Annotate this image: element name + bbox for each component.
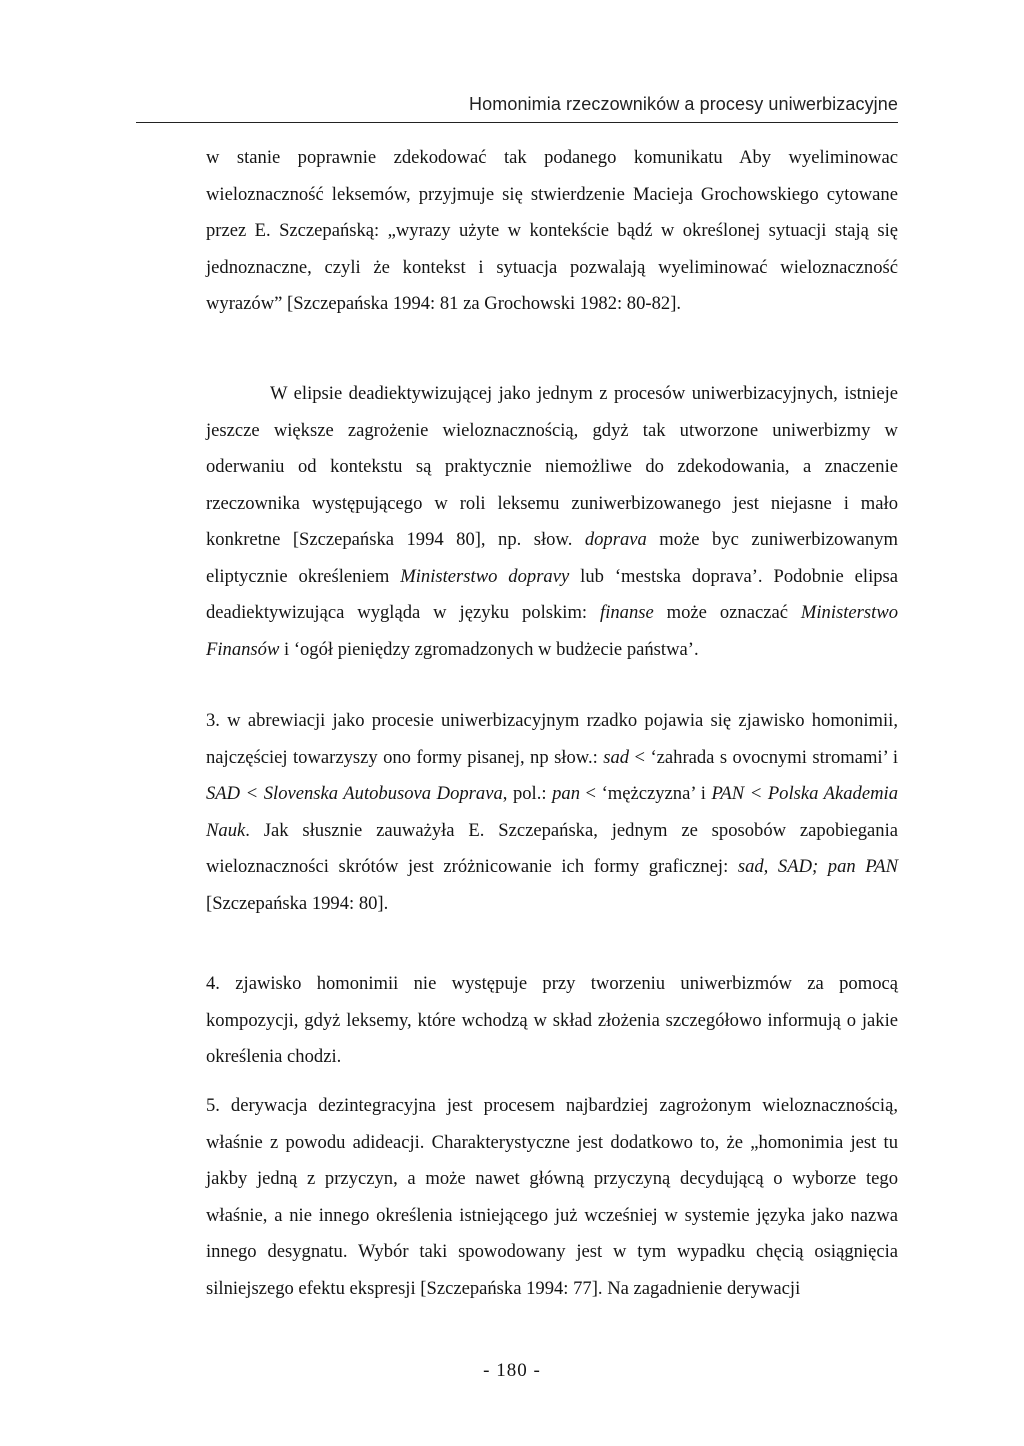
- header-rule: [136, 122, 898, 123]
- paragraph-1: [206, 140, 898, 323]
- p2-italic-finanse: finanse: [600, 602, 654, 623]
- p2-text-4: może oznaczać: [653, 602, 801, 623]
- p2-text-5: i ‘ogół pieniędzy zgromadzonych w budżecie państwa’.: [279, 638, 699, 660]
- p2-italic-ministerstwo-dopravy: Ministerstwo dopravy: [400, 565, 570, 587]
- paragraph-2-text: [206, 376, 898, 668]
- p2-italic-ministerstwo-finansow: Ministerstwo Finansów: [206, 602, 899, 660]
- paragraph-5: [206, 1088, 898, 1307]
- p3-text-6: [Szczepańska 1994: 80].: [206, 892, 389, 914]
- p3-text-4: < ‘mężczyzna’ i: [580, 783, 712, 804]
- p2-italic-doprava: doprava: [584, 529, 647, 550]
- p3-italic-pan: pan: [552, 783, 580, 804]
- p3-text-2: < ‘zahrada s ovocnymi stromami’ i: [629, 746, 898, 768]
- p3-italic-sad: sad: [603, 746, 630, 768]
- paragraph-3: [206, 703, 898, 922]
- p2-text-3: lub ‘mestska doprava’. Podobnie elipsa deadiektywizująca wygląda w języku polskim:: [206, 565, 899, 623]
- paragraph-2: [206, 376, 898, 668]
- p3-italic-examples: sad, SAD; pan PAN: [737, 856, 899, 877]
- running-header: Homonimia rzeczowników a procesy uniwerbizacyjne: [469, 94, 898, 114]
- p3-italic-sad-abbreviation: SAD < Slovenska Autobusova Doprava: [206, 783, 503, 804]
- p3-text-5: . Jak słusznie zauważyła E. Szczepańska, jednym ze sposobów zapobiegania wieloznaczności skrótów jest zróżnicowanie ich formy graficznej:: [206, 819, 898, 877]
- paragraph-5-text: 5. derywacja dezintegracyjna jest procesem najbardziej zagrożonym wieloznacznością, właśnie z powodu adideacji. Charakterystyczne jest dodatkowo to, że „homonimia jest tu jakby jedną z przyczyn, a może nawet główną przyczyną decydującą o wyborze tego właśnie, a nie innego określenia istniejącego już wcześniej w systemie języka jako nazwa innego desygnatu. Wybór taki spowodowany jest w tym wypadku chęcią osiągnięcia silniejszego efektu ekspresji [Szczepańska 1994: 77]. Na zagadnienie derywacji: [206, 1095, 898, 1299]
- page-number: - 180 -: [483, 1360, 541, 1381]
- paragraph-4-text: 4. zjawisko homonimii nie występuje przy tworzeniu uniwerbizmów za pomocą kompozycji, gdyż leksemy, które wchodzą w skład złożenia szczegółowo informują o jakie określenia chodzi.: [206, 973, 898, 1067]
- p3-text-3: , pol.:: [502, 783, 553, 804]
- paragraph-1-text: w stanie poprawnie zdekodować tak podanego komunikatu Aby wyeliminowac wieloznaczność leksemów, przyjmuje się stwierdzenie Macieja Grochowskiego cytowane przez E. Szczepańską: „wyrazy użyte w kontekście bądź w określonej sytuacji stają się jednoznaczne, czyli że kontekst i sytuacja pozwalają wyeliminować wieloznaczność wyrazów” [Szczepańska 1994: 81 za Grochowski 1982: 80-82].: [206, 147, 898, 314]
- p3-italic-pan-abbreviation: PAN < Polska Akademia Nauk: [206, 783, 898, 841]
- p3-text-1: 3. w abrewiacji jako procesie uniwerbizacyjnym rzadko pojawia się zjawisko homonimii, najczęściej towarzyszy ono formy pisanej, np słow.:: [206, 710, 898, 768]
- paragraph-4: [206, 966, 898, 1076]
- paragraph-3-text: [206, 703, 898, 922]
- p2-text-1: W elipsie deadiektywizującej jako jednym z procesów uniwerbizacyjnych, istnieje jeszcze większe zagrożenie wieloznacznością, gdyż tak utworzone uniwerbizmy w oderwaniu od kontekstu są praktycznie niemożliwe do zdekodowania, a znaczenie rzeczownika występującego w roli leksemu zuniwerbizowanego jest niejasne i mało konkretne [Szczepańska 1994 80], np. słow.: [206, 383, 898, 550]
- p2-text-2: może byc zuniwerbizowanym eliptycznie określeniem: [206, 529, 898, 587]
